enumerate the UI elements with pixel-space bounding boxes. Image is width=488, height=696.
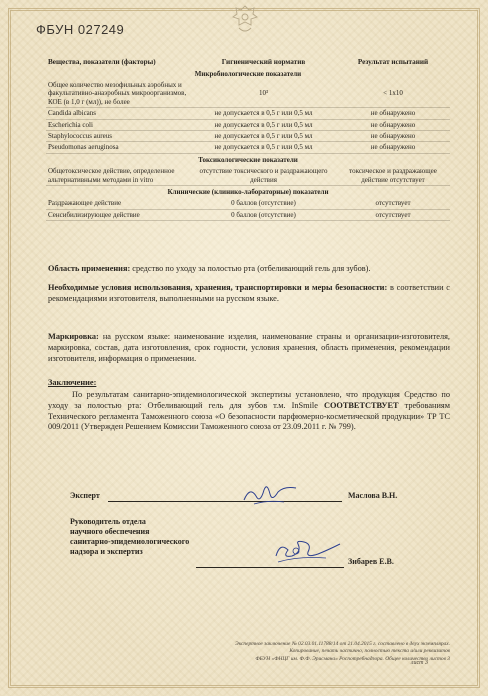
expert-label: Эксперт <box>70 491 100 500</box>
row-norm: не допускается в 0,5 г или 0,5 мл <box>191 142 336 153</box>
table-header-substances: Вещества, показатели (факторы) <box>48 58 156 66</box>
table-row <box>46 108 450 119</box>
row-name: Общее количество мезофильных аэробных и факультативно-анаэробных микроорганизмов, КОЕ (в 1,0 г (мл)), не более <box>46 80 191 108</box>
expert-signature-line <box>108 501 342 502</box>
conditions-label: Необходимые условия использования, хранения, транспортировки и меры безопасности: <box>48 283 388 292</box>
row-norm: 0 баллов (отсутствие) <box>191 209 336 220</box>
scope-text: средство по уходу за полостью рта (отбеливающий гель для зубов). <box>130 264 371 273</box>
row-result: не обнаружено <box>336 108 450 119</box>
row-result: < 1х10 <box>336 80 450 108</box>
document-serial-number: ФБУН 027249 <box>36 22 125 37</box>
row-norm: 10³ <box>191 80 336 108</box>
conditions-paragraph <box>48 283 450 305</box>
section-title-toxicology: Токсикологические показатели <box>198 155 298 164</box>
footer-line: ФБУН «ФНЦГ им. Ф.Ф. Эрисмана» Роспотребнадзора. Общее количество листов 3 <box>255 655 450 662</box>
page-number: лист 3 <box>410 660 428 666</box>
marking-paragraph <box>48 332 450 364</box>
row-result: токсическое и раздражающее действие отсутствует <box>336 166 450 185</box>
expert-name: Маслова В.Н. <box>348 491 398 500</box>
head-label-line: надзора и экспертиз <box>70 547 143 556</box>
conditions-text: в соответствии с рекомендациями изготовителя, выполненными на русском языке. <box>48 283 450 303</box>
coat-of-arms-icon <box>228 2 262 36</box>
head-label-line: научного обеспечения <box>70 527 150 536</box>
row-norm: не допускается в 0,5 г или 0,5 мл <box>191 130 336 141</box>
section-title-clinical: Клинические (клинико-лабораторные) показатели <box>167 187 329 196</box>
row-result: отсутствует <box>336 209 450 220</box>
row-result: отсутствует <box>336 198 450 209</box>
table-header-norm: Гигиенический норматив <box>221 58 306 66</box>
scope-label: Область применения: <box>48 264 131 273</box>
table-row <box>46 166 450 185</box>
scope-paragraph <box>48 264 450 275</box>
test-results-table <box>46 57 450 221</box>
table-row <box>46 142 450 153</box>
footer-note <box>110 641 450 663</box>
row-norm: 0 баллов (отсутствие) <box>191 198 336 209</box>
head-signature-icon <box>268 534 348 568</box>
head-label-line: санитарно-эпидемиологического <box>70 537 190 546</box>
head-name: Зибарев Е.В. <box>348 557 394 566</box>
row-norm: отсутствие токсического и раздражающего действия <box>191 166 336 185</box>
head-label-line: Руководитель отдела <box>70 517 146 526</box>
table-row <box>46 130 450 141</box>
table-row <box>46 198 450 209</box>
row-name: Escherichia coli <box>46 119 191 130</box>
conclusion-text-part1: По результатам санитарно-эпидемиологической экспертизы установлено, что продукция Средство по уходу за полостью рта: Отбеливающий гель для зубов т.м. InSmile <box>48 390 450 410</box>
conclusion-label: Заключение: <box>48 378 97 387</box>
row-name: Candida albicans <box>46 108 191 119</box>
row-norm: не допускается в 0,5 г или 0,5 мл <box>191 119 336 130</box>
table-row <box>46 209 450 220</box>
footer-line: Экспертное заключение № 02.03.01.11788/14 от 21.04.2015 г. составлено в двух экземплярах. <box>235 641 450 647</box>
row-name: Общетоксическое действие, определенное альтернативными методами in vitro <box>46 166 191 185</box>
row-result: не обнаружено <box>336 130 450 141</box>
table-row <box>46 119 450 130</box>
conclusion-text-part2: требованиям Технического регламента Таможенного союза «О безопасности парфюмерно-косметической продукции» ТР ТС 009/2011 (Утвержден Решением Комиссии Таможенного союза от 23.09.2011 г. № 799). <box>48 400 450 432</box>
section-title-microbiology: Микробиологические показатели <box>194 69 302 78</box>
row-name: Раздражающее действие <box>46 198 191 209</box>
footer-line: Копирование, печать частично, полностью текста и/или реквизитов <box>289 648 450 655</box>
row-result: не обнаружено <box>336 119 450 130</box>
conclusion-paragraph <box>48 390 450 433</box>
conclusion-verdict: СООТВЕТСТВУЕТ <box>323 400 399 410</box>
marking-text: на русском языке: наименование изделия, наименование страны и организации-изготовителя, маркировка, состав, дата изготовления, срок годности, условия хранения, область применения, рекомендации изготовителя, информация о применении. <box>48 332 450 363</box>
row-name: Staphylococcus aureus <box>46 130 191 141</box>
marking-label: Маркировка: <box>48 332 99 341</box>
conclusion-heading <box>48 378 450 389</box>
expert-signature-icon <box>240 480 300 510</box>
row-norm: не допускается в 0,5 г или 0,5 мл <box>191 108 336 119</box>
row-name: Pseudomonas aeruginosa <box>46 142 191 153</box>
row-result: не обнаружено <box>336 142 450 153</box>
table-row <box>46 80 450 108</box>
table-header-result: Результат испытаний <box>357 58 429 66</box>
head-label <box>70 517 189 557</box>
row-name: Сенсибилизирующее действие <box>46 209 191 220</box>
